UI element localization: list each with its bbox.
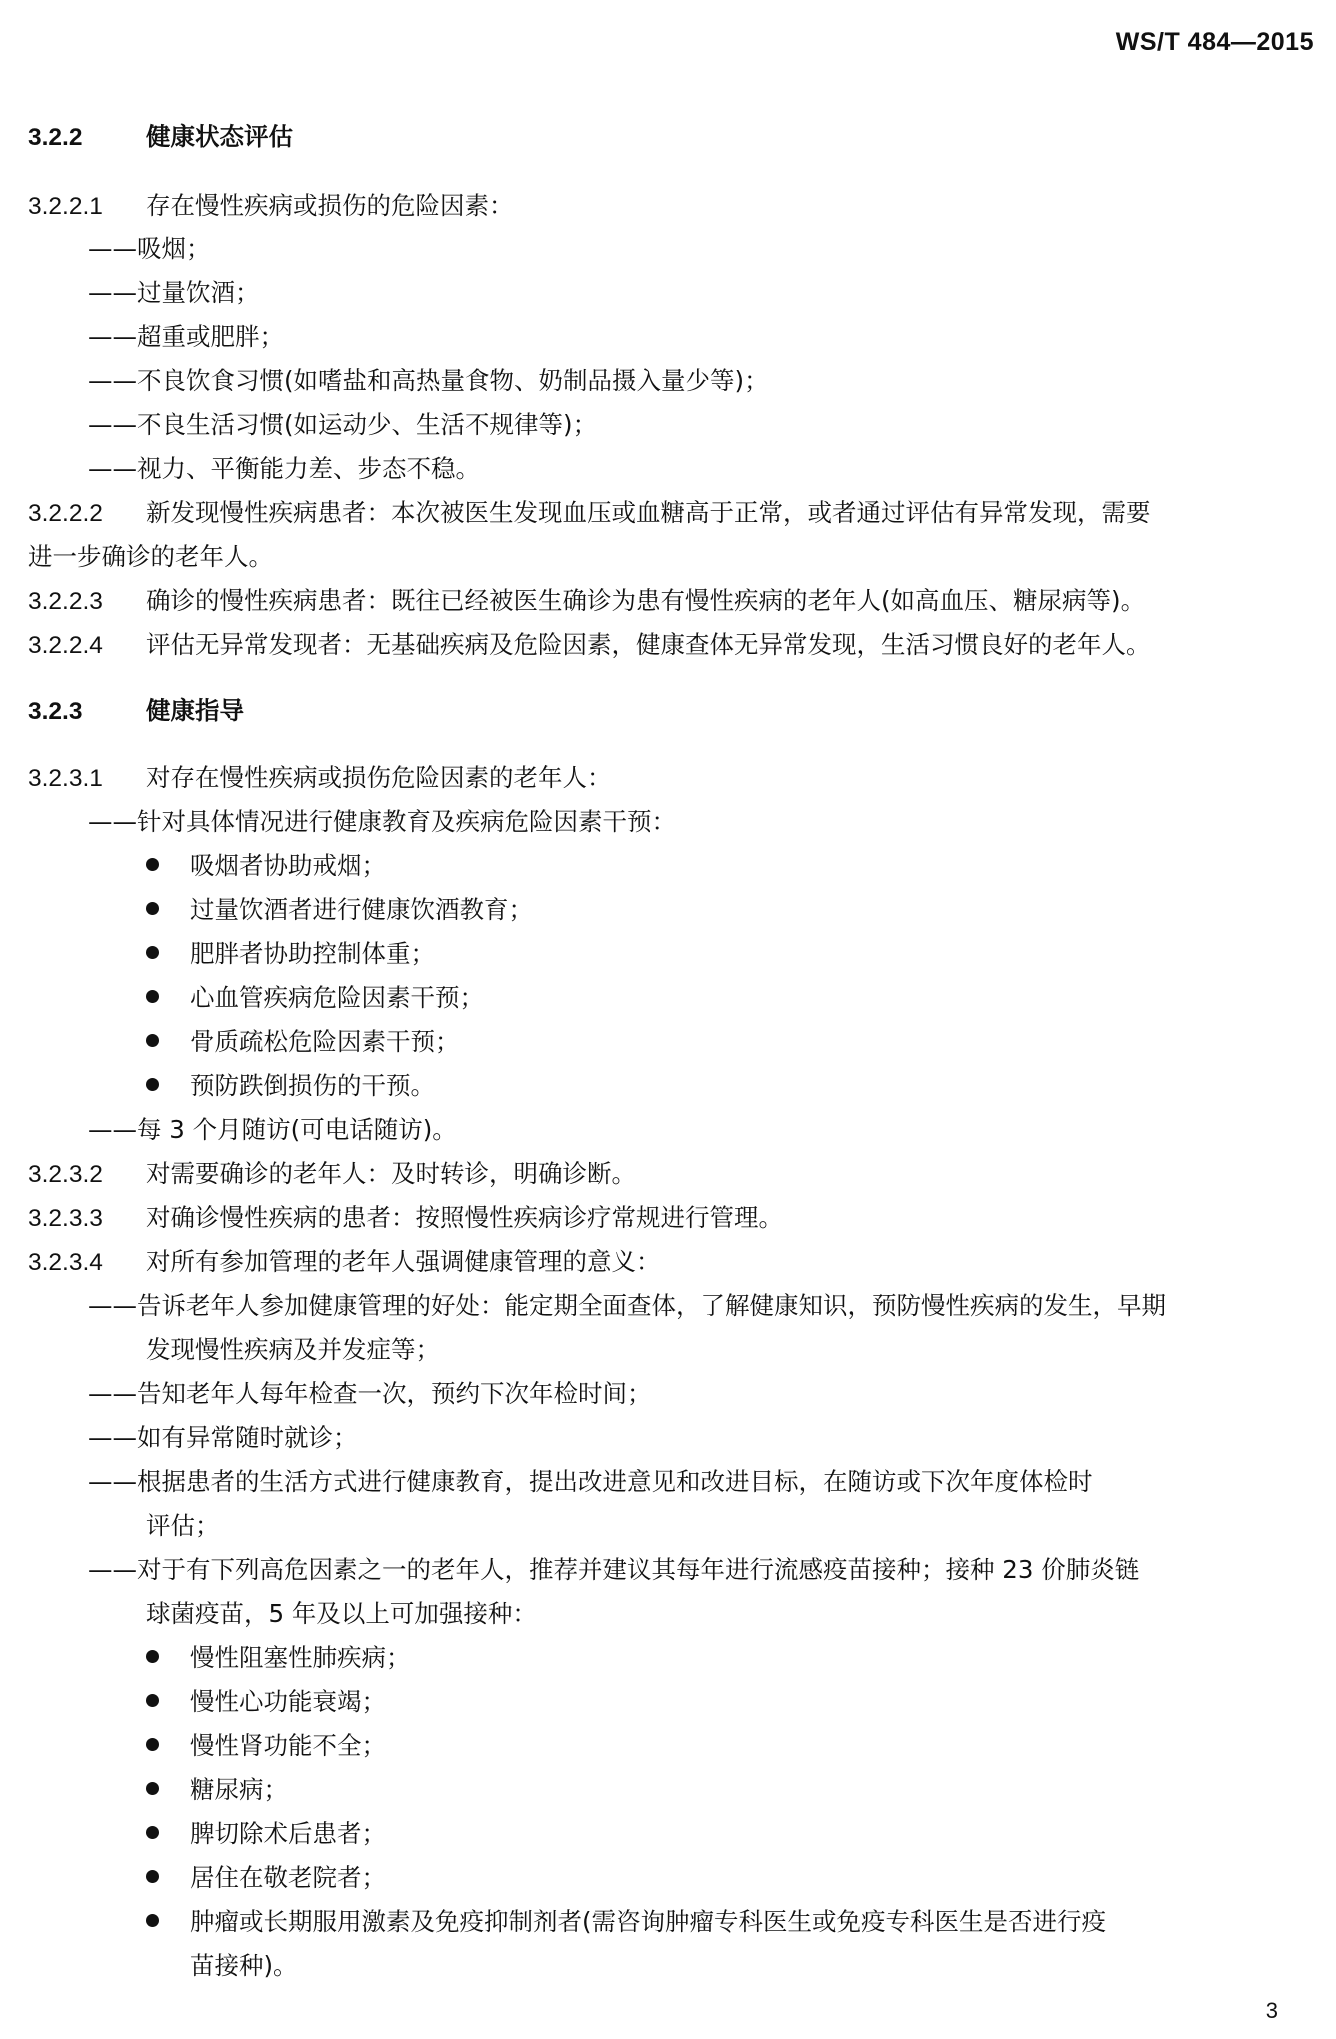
clause-text: 评估无异常发现者：无基础疾病及危险因素，健康查体无异常发现，生活习惯良好的老年人。 <box>146 630 1151 659</box>
bullet-icon <box>146 858 159 871</box>
bullet-icon <box>146 902 159 915</box>
bullet-icon <box>146 1914 159 1927</box>
list-item: ——过量饮酒； <box>88 278 260 307</box>
section-number: 3.2.3 <box>28 698 83 725</box>
clause-3-2-2-3 <box>28 584 1145 619</box>
bullet-item: 预防跌倒损伤的干预。 <box>190 1071 435 1100</box>
list-item: ——吸烟； <box>88 234 211 263</box>
bullet-item-continued: 苗接种)。 <box>190 1951 298 1980</box>
clause-3-2-3-1 <box>28 761 612 796</box>
clause-text: 确诊的慢性疾病患者：既往已经被医生确诊为患有慢性疾病的老年人(如高血压、糖尿病等)。 <box>146 586 1146 615</box>
clause-number: 3.2.2.4 <box>28 632 103 659</box>
bullet-item: 慢性肾功能不全； <box>190 1731 386 1760</box>
dash-item: ——如有异常随时就诊； <box>88 1423 358 1452</box>
bullet-icon <box>146 990 159 1003</box>
bullet-item: 糖尿病； <box>190 1775 288 1804</box>
clause-3-2-2-1 <box>28 189 514 224</box>
bullet-item: 肥胖者协助控制体重； <box>190 939 435 968</box>
list-item: ——不良生活习惯(如运动少、生活不规律等)； <box>88 410 598 439</box>
dash-item: ——针对具体情况进行健康教育及疾病危险因素干预： <box>88 807 676 836</box>
clause-3-2-3-3 <box>28 1201 783 1236</box>
dash-item-continued: 发现慢性疾病及并发症等； <box>146 1335 440 1364</box>
dash-item-continued: 评估； <box>146 1511 220 1540</box>
clause-3-2-3-2 <box>28 1157 636 1192</box>
bullet-item: 骨质疏松危险因素干预； <box>190 1027 460 1056</box>
bullet-item: 过量饮酒者进行健康饮酒教育； <box>190 895 533 924</box>
bullet-icon <box>146 1078 159 1091</box>
dash-item: ——告知老年人每年检查一次，预约下次年检时间； <box>88 1379 652 1408</box>
bullet-icon <box>146 1826 159 1839</box>
standard-code: WS/T 484—2015 <box>1115 28 1314 56</box>
bullet-icon <box>146 1650 159 1663</box>
clause-text: 存在慢性疾病或损伤的危险因素： <box>146 191 514 220</box>
clause-3-2-2-2 <box>28 496 1151 531</box>
dash-item-continued: 球菌疫苗，5 年及以上可加强接种： <box>146 1599 537 1628</box>
clause-text: 对确诊慢性疾病的患者：按照慢性疾病诊疗常规进行管理。 <box>146 1203 783 1232</box>
bullet-item: 慢性阻塞性肺疾病； <box>190 1643 411 1672</box>
bullet-item: 吸烟者协助戒烟； <box>190 851 386 880</box>
bullet-item: 慢性心功能衰竭； <box>190 1687 386 1716</box>
clause-text: 新发现慢性疾病患者：本次被医生发现血压或血糖高于正常，或者通过评估有异常发现，需要 <box>146 498 1151 527</box>
clause-3-2-3-4 <box>28 1245 661 1280</box>
bullet-item: 肿瘤或长期服用激素及免疫抑制剂者(需咨询肿瘤专科医生或免疫专科医生是否进行疫 <box>190 1907 1107 1936</box>
section-heading-3-2-3 <box>28 694 244 729</box>
clause-3-2-2-4 <box>28 628 1151 663</box>
section-heading-3-2-2 <box>28 120 293 155</box>
dash-item: ——每 3 个月随访(可电话随访)。 <box>88 1115 457 1144</box>
clause-text: 对所有参加管理的老年人强调健康管理的意义： <box>146 1247 661 1276</box>
bullet-icon <box>146 1870 159 1883</box>
bullet-icon <box>146 1738 159 1751</box>
section-title: 健康状态评估 <box>146 122 293 151</box>
bullet-item: 脾切除术后患者； <box>190 1819 386 1848</box>
bullet-icon <box>146 1694 159 1707</box>
clause-text-continued: 进一步确诊的老年人。 <box>28 542 273 571</box>
clause-number: 3.2.3.3 <box>28 1205 103 1232</box>
clause-number: 3.2.2.3 <box>28 588 103 615</box>
section-number: 3.2.2 <box>28 124 83 151</box>
bullet-icon <box>146 1782 159 1795</box>
list-item: ——超重或肥胖； <box>88 322 284 351</box>
dash-item: ——告诉老年人参加健康管理的好处：能定期全面查体，了解健康知识，预防慢性疾病的发生，早期 <box>88 1291 1166 1320</box>
clause-number: 3.2.2.1 <box>28 193 103 220</box>
section-title: 健康指导 <box>146 696 244 725</box>
list-item: ——视力、平衡能力差、步态不稳。 <box>88 454 480 483</box>
bullet-icon <box>146 946 159 959</box>
clause-text: 对存在慢性疾病或损伤危险因素的老年人： <box>146 763 612 792</box>
bullet-item: 心血管疾病危险因素干预； <box>190 983 484 1012</box>
bullet-item: 居住在敬老院者； <box>190 1863 386 1892</box>
dash-item: ——对于有下列高危因素之一的老年人，推荐并建议其每年进行流感疫苗接种；接种 23 价肺炎链 <box>88 1555 1140 1584</box>
list-item: ——不良饮食习惯(如嗜盐和高热量食物、奶制品摄入量少等)； <box>88 366 769 395</box>
page-number: 3 <box>1265 1998 1278 2023</box>
clause-number: 3.2.3.4 <box>28 1249 103 1276</box>
dash-item: ——根据患者的生活方式进行健康教育，提出改进意见和改进目标，在随访或下次年度体检时 <box>88 1467 1093 1496</box>
clause-number: 3.2.3.2 <box>28 1161 103 1188</box>
bullet-icon <box>146 1034 159 1047</box>
clause-number: 3.2.2.2 <box>28 500 103 527</box>
clause-text: 对需要确诊的老年人：及时转诊，明确诊断。 <box>146 1159 636 1188</box>
clause-number: 3.2.3.1 <box>28 765 103 792</box>
